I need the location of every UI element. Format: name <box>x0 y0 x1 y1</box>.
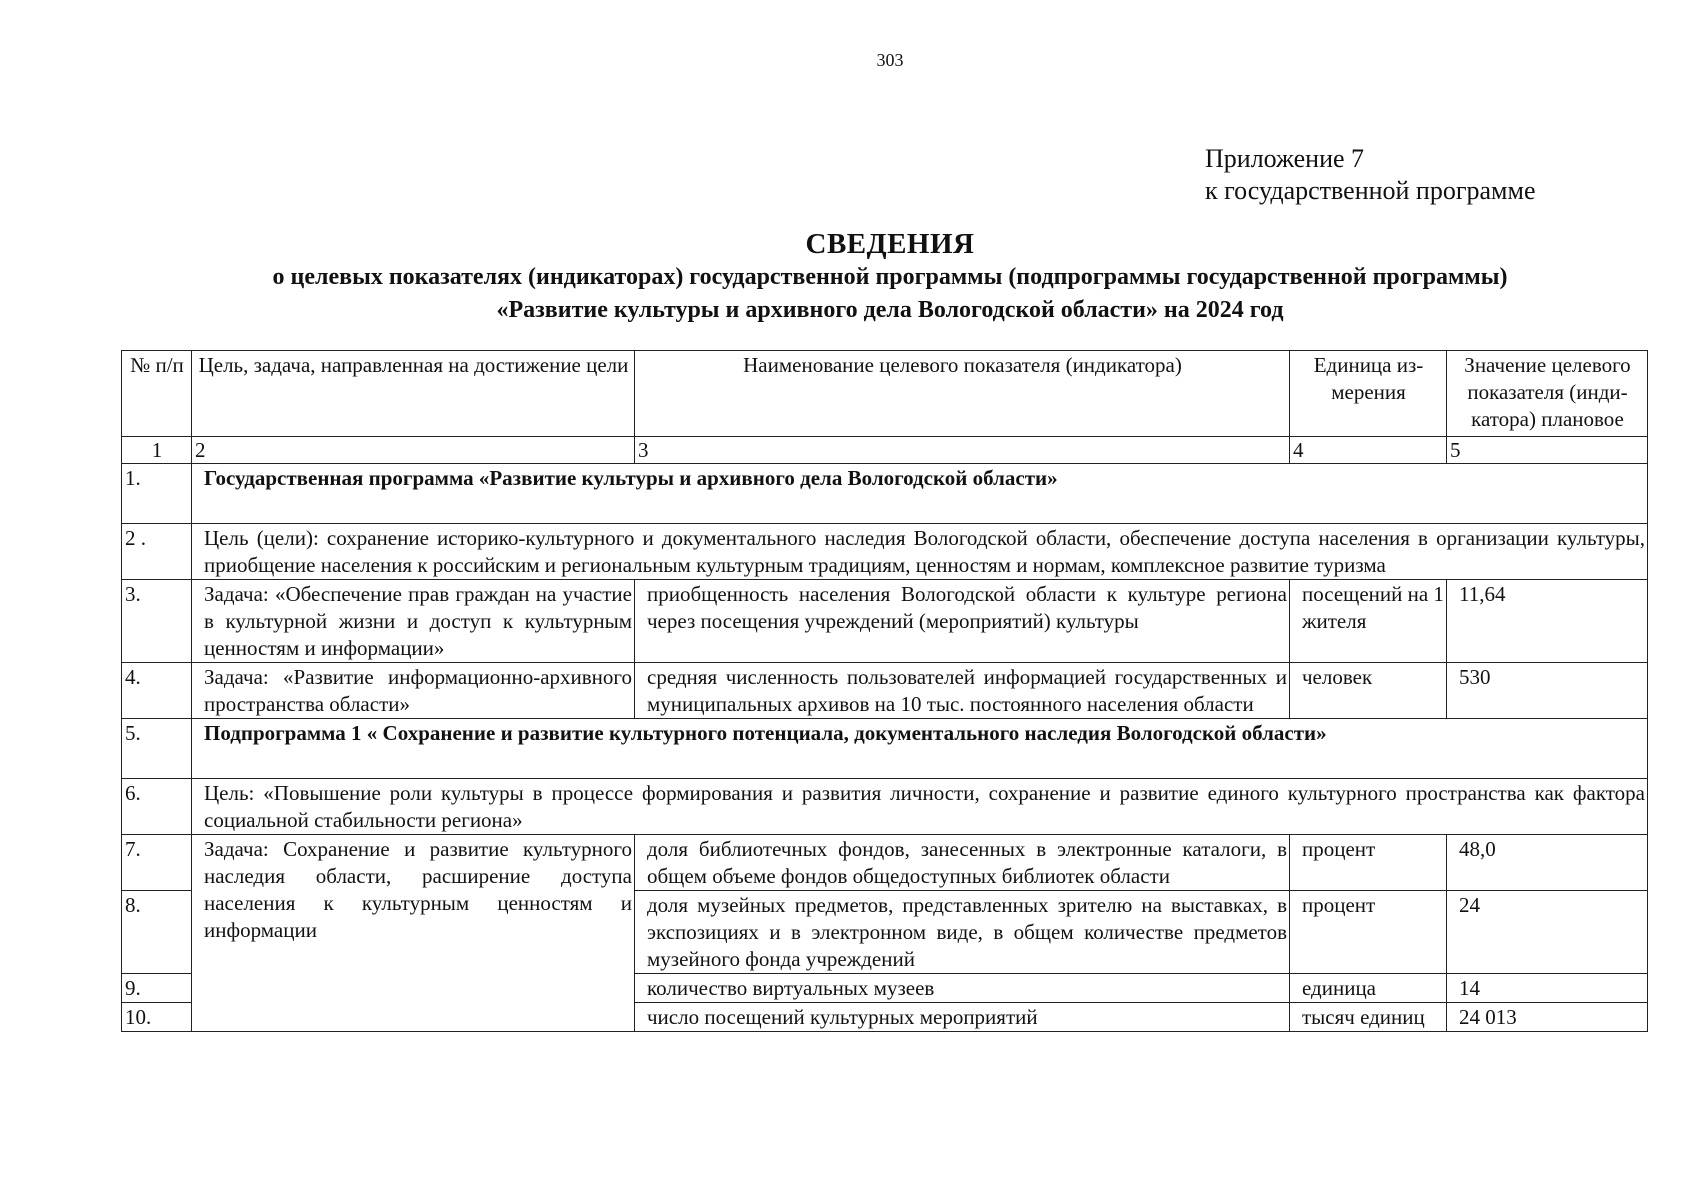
column-number-row <box>122 437 1648 464</box>
appendix-note <box>1205 143 1536 207</box>
unit-cell: процент <box>1290 835 1447 891</box>
indicator-cell: доля музейных предметов, представленных зрителю на выставках, в экспозициях и в электронном виде, в общем количестве предметов музейного фонда учреждений <box>635 891 1290 974</box>
table-row <box>122 464 1648 524</box>
row-num: 2 . <box>122 524 192 580</box>
table-row <box>122 580 1648 663</box>
indicator-cell: средняя численность пользователей информацией государственных и муниципальных архивов на 10 тыс. постоянного населения области <box>635 663 1290 719</box>
value-cell: 24 <box>1447 891 1648 974</box>
indicator-cell: доля библиотечных фондов, занесенных в электронные каталоги, в общем объеме фондов общедоступных библиотек области <box>635 835 1290 891</box>
value-cell: 11,64 <box>1447 580 1648 663</box>
value-cell: 530 <box>1447 663 1648 719</box>
table-row <box>122 719 1648 779</box>
row-num: 3. <box>122 580 192 663</box>
program-title-cell: Государственная программа «Развитие культуры и архивного дела Вологодской области» <box>192 464 1648 524</box>
header-goal: Цель, задача, направленная на достижение цели <box>192 351 635 437</box>
table-row <box>122 779 1648 835</box>
value-cell: 48,0 <box>1447 835 1648 891</box>
task-cell: Задача: Сохранение и развитие культурного наследия области, расширение доступа населения к культурным ценностям и информации <box>192 835 635 1032</box>
table-row <box>122 835 1648 891</box>
row-num: 1. <box>122 464 192 524</box>
value-cell: 24 013 <box>1447 1003 1648 1032</box>
header-value: Значение целевого показателя (инди-катора) плановое <box>1447 351 1648 437</box>
unit-cell: процент <box>1290 891 1447 974</box>
unit-cell: тысяч единиц <box>1290 1003 1447 1032</box>
unit-cell: посещений на 1 жителя <box>1290 580 1447 663</box>
indicator-cell: число посещений культурных мероприятий <box>635 1003 1290 1032</box>
row-num: 5. <box>122 719 192 779</box>
col-number-5: 5 <box>1447 437 1648 464</box>
document-program-name: «Развитие культуры и архивного дела Вологодской области» на 2024 год <box>496 297 1284 323</box>
row-num: 4. <box>122 663 192 719</box>
row-num: 7. <box>122 835 192 891</box>
value-cell: 14 <box>1447 974 1648 1003</box>
subprogram-title-cell: Подпрограмма 1 « Сохранение и развитие культурного потенциала, документального наследия Вологодской области» <box>192 719 1648 779</box>
row-num: 8. <box>122 891 192 974</box>
indicator-cell: количество виртуальных музеев <box>635 974 1290 1003</box>
table-row <box>122 524 1648 580</box>
table-row <box>122 663 1648 719</box>
page-number: 303 <box>876 50 904 70</box>
indicators-table <box>121 350 1648 1032</box>
table-header-row <box>122 351 1648 437</box>
document-subtitle: о целевых показателях (индикаторах) государственной программы (подпрограммы государственной программы) <box>272 264 1508 290</box>
row-num: 10. <box>122 1003 192 1032</box>
appendix-line-1: Приложение 7 <box>1205 144 1365 173</box>
appendix-line-2: к государственной программе <box>1205 176 1536 205</box>
header-indicator: Наименование целевого показателя (индикатора) <box>635 351 1290 437</box>
unit-cell: человек <box>1290 663 1447 719</box>
subprogram-goal-cell: Цель: «Повышение роли культуры в процессе формирования и развития личности, сохранение и развитие единого культурного пространства как фактора социальной стабильности региона» <box>192 779 1648 835</box>
row-num: 6. <box>122 779 192 835</box>
unit-cell: единица <box>1290 974 1447 1003</box>
col-number-2: 2 <box>192 437 635 464</box>
task-cell: Задача: «Развитие информационно-архивного пространства области» <box>192 663 635 719</box>
row-num: 9. <box>122 974 192 1003</box>
header-num: № п/п <box>122 351 192 437</box>
document-title: СВЕДЕНИЯ <box>805 228 975 260</box>
col-number-3: 3 <box>635 437 1290 464</box>
indicator-cell: приобщенность населения Вологодской области к культуре региона через посещения учреждений (мероприятий) культуры <box>635 580 1290 663</box>
program-goal-cell: Цель (цели): сохранение историко-культурного и документального наследия Вологодской области, обеспечение доступа населения в организации культуры, приобщение населения к российским и региональным культурным традициям, ценностям и нормам, комплексное развитие туризма <box>192 524 1648 580</box>
task-cell: Задача: «Обеспечение прав граждан на участие в культурной жизни и доступ к культурным ценностям и информации» <box>192 580 635 663</box>
col-number-4: 4 <box>1290 437 1447 464</box>
col-number-1: 1 <box>122 437 192 464</box>
header-unit: Единица из-мерения <box>1290 351 1447 437</box>
